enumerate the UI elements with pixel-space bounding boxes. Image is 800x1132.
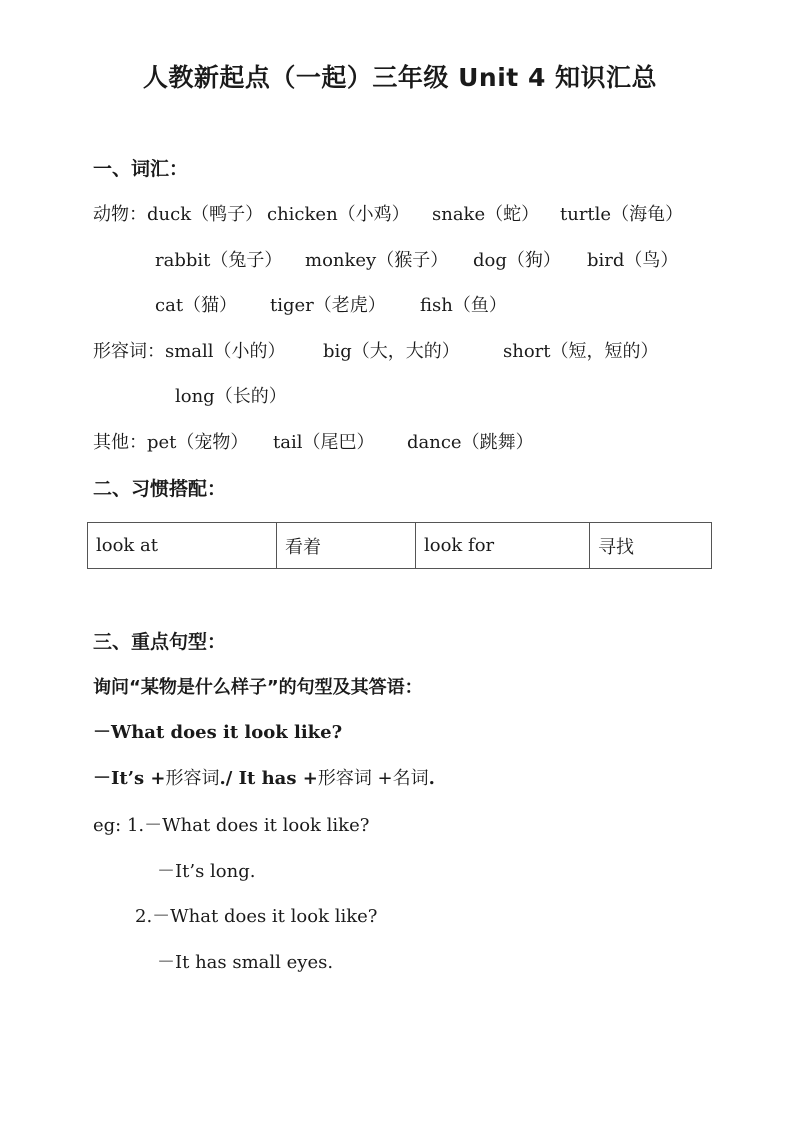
adjectives-label: 形容词： xyxy=(93,341,165,362)
example-1-answer: －It’s long. xyxy=(157,861,256,882)
others-row-1 xyxy=(93,428,534,454)
animals-label: 动物： xyxy=(93,204,147,225)
pattern-answer-part: 形容词 xyxy=(165,768,220,789)
vocab-word: long（长的） xyxy=(175,386,287,407)
vocab-word: cat（猫） xyxy=(155,295,238,316)
vocab-word: fish（鱼） xyxy=(420,295,507,316)
section-sentences-heading: 三、重点句型： xyxy=(93,631,227,653)
vocab-word: chicken（小鸡） xyxy=(267,204,410,225)
table-cell: look at xyxy=(88,523,277,568)
vocab-word: tiger（老虎） xyxy=(270,295,386,316)
vocab-word: monkey（猴子） xyxy=(305,250,449,271)
pattern-answer-part: 形容词 +名词 xyxy=(317,768,429,789)
vocab-word: pet（宠物） xyxy=(147,432,249,453)
pattern-answer-part: －It’s + xyxy=(93,768,166,789)
section-vocab-heading: 一、词汇： xyxy=(93,158,189,180)
example-2-answer: －It has small eyes. xyxy=(157,952,334,973)
adjectives-row-2 xyxy=(175,382,287,408)
animals-row-2 xyxy=(155,246,678,272)
animals-row-3 xyxy=(155,291,507,317)
vocab-word: rabbit（兔子） xyxy=(155,250,283,271)
pattern-question: －What does it look like? xyxy=(93,722,343,743)
vocab-word: turtle（海龟） xyxy=(560,204,684,225)
pattern-answer-part: . xyxy=(428,768,435,789)
vocab-word: duck（鸭子） xyxy=(147,204,264,225)
vocab-word: tail（尾巴） xyxy=(273,432,375,453)
vocab-word: snake（蛇） xyxy=(432,204,540,225)
sentence-pattern-heading: 询问“某物是什么样子”的句型及其答语： xyxy=(93,677,423,698)
animals-row-1 xyxy=(93,200,683,226)
section-phrases-heading: 二、习惯搭配： xyxy=(93,478,227,500)
table-cell: 寻找 xyxy=(598,536,634,558)
pattern-answer-part: ./ It has + xyxy=(219,768,318,789)
adjectives-row-1 xyxy=(93,337,659,363)
others-label: 其他： xyxy=(93,432,147,453)
vocab-word: bird（鸟） xyxy=(587,250,679,271)
vocab-word: small（小的） xyxy=(165,341,286,362)
table-cell: 看着 xyxy=(277,523,416,568)
vocab-word: big（大，大的） xyxy=(323,341,460,362)
vocab-word: dance（跳舞） xyxy=(407,432,534,453)
vocab-word: short（短，短的） xyxy=(503,341,659,362)
phrases-table xyxy=(87,522,712,569)
pattern-answer xyxy=(93,764,435,790)
example-2-question: 2.－What does it look like? xyxy=(135,906,378,927)
example-1-question: eg: 1.－What does it look like? xyxy=(93,815,370,836)
table-cell: look for xyxy=(416,523,590,568)
page-title: 人教新起点（一起）三年级 Unit 4 知识汇总 xyxy=(142,63,658,92)
vocab-word: dog（狗） xyxy=(473,250,561,271)
